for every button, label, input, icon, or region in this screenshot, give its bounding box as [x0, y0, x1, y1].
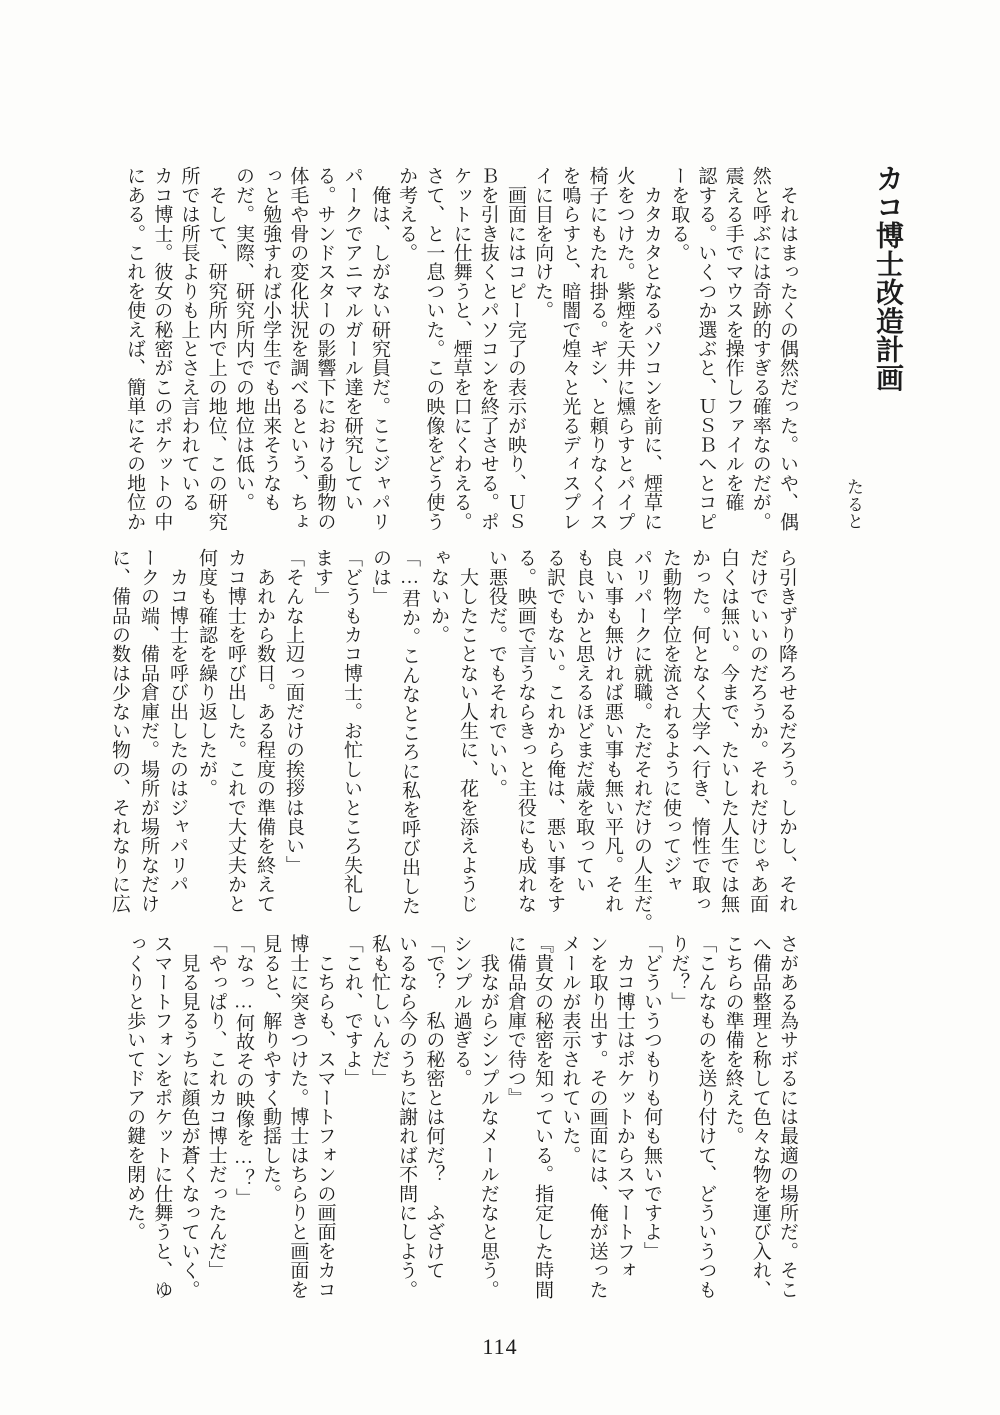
text-line: のだ。実際、研究所内での地位は低い。 [232, 166, 254, 512]
text-line: そして、研究所内で上の地位、この研究 [205, 166, 227, 531]
text-line: 震える手でマウスを操作しファイルを確 [722, 166, 744, 512]
text-band-1 [121, 166, 801, 534]
text-line: ら引きずり降ろせるだろう。しかし、それ [776, 548, 797, 913]
text-line: ケットに仕舞うと、煙草を口にくわえる。 [450, 166, 472, 531]
text-line: い悪役だ。でもそれでいい。 [486, 548, 507, 798]
text-line: かった。何となく大学へ行き、惰性で取っ [689, 548, 710, 913]
text-line: イに目を向けた。 [532, 166, 554, 320]
text-line: 「どういうつもりも何も無いですよ」 [640, 934, 662, 1261]
text-line: 「…君か。こんなところに私を呼び出した [399, 548, 420, 915]
text-line: カコ博士。彼女の秘密がこのポケットの中 [151, 166, 173, 531]
text-line: 所では所長よりも上とさえ言われている [178, 166, 200, 512]
text-line: ンを取り出す。その画面には、俺が送った [586, 934, 608, 1299]
text-line: 大したことない人生に、花を添えようじ [457, 548, 478, 913]
text-line: た動物学位を流されるように使ってジャ [660, 548, 681, 894]
text-line: 何度も確認を繰り返したが。 [196, 548, 217, 798]
text-line: ーを取る。 [668, 166, 690, 262]
text-line: っと勉強すれば小学生でも出来そうなも [260, 166, 282, 512]
text-line: 認する。いくつか選ぶと、ＵＳＢへとコピ [695, 166, 717, 531]
text-line: 白くは無い。今まで、たいした人生では無 [718, 548, 739, 913]
text-line: さて、と一息ついた。この映像をどう使う [423, 166, 445, 531]
text-line: に、備品の数は少ない物の、それなりに広 [109, 548, 130, 913]
text-line: 椅子にもたれ掛る。ギシ、と頼りなくイス [586, 166, 608, 531]
text-line: 「やっぱり、これカコ博士だったんだ」 [205, 934, 227, 1280]
text-line: 俺は、しがない研究員だ。ここジャパリ [368, 166, 390, 531]
text-line: 「こんなものを送り付けて、どういうつも [695, 934, 717, 1299]
text-line: スマートフォンをポケットに仕舞うと、ゆ [151, 934, 173, 1299]
text-line: る。映画で言うならきっと主役にも成れな [515, 548, 536, 913]
text-line: こちらも、スマートフォンの画面をカコ [314, 934, 336, 1299]
text-line: さがある為サボるには最適の場所だ。そこ [777, 934, 798, 1299]
text-line: にある。これを使えば、簡単にその地位か [124, 166, 146, 531]
text-line: 然と呼ぶには奇跡的すぎる確率なのだが。 [749, 166, 771, 531]
text-line: 「これ、ですよ」 [341, 934, 363, 1088]
text-line: 私も忙しいんだ」 [368, 934, 390, 1088]
text-line: か考える。 [396, 166, 418, 262]
text-band-3 [121, 934, 801, 1302]
text-line: カコ博士を呼び出したのはジャパリパ [167, 548, 188, 894]
text-line: カコ博士を呼び出した。これで大丈夫かと [225, 548, 246, 913]
text-line: っくりと歩いてドアの鍵を閉めた。 [124, 934, 146, 1242]
text-line: あれから数日。ある程度の準備を終えて [254, 548, 275, 913]
text-line: を鳴らすと、暗闇で煌々と光るディスプレ [559, 166, 581, 531]
text-line: 我ながらシンプルなメールだなと思う。 [477, 934, 499, 1299]
text-line: 火をつけた。紫煙を天井に燻らすとパイプ [613, 166, 635, 531]
author-name: たると [844, 478, 863, 530]
text-line: カタカタとなるパソコンを前に、煙草に [640, 166, 662, 531]
text-line: シンプル過ぎる。 [450, 934, 472, 1088]
page-number: 114 [482, 1334, 518, 1359]
text-line: 体毛や骨の変化状況を調べるという、ちょ [287, 166, 309, 531]
text-line: ークの端、備品倉庫だ。場所が場所なだけ [138, 548, 159, 913]
text-line: メールが表示されていた。 [559, 934, 581, 1165]
text-line: る訳でもない。これから俺は、悪い事をす [544, 548, 565, 913]
text-line: へ備品整理と称して色々な物を運び入れ、 [749, 934, 771, 1299]
text-line: 博士に突きつけた。博士はちらりと画面を [287, 934, 309, 1299]
text-line: いるなら今のうちに謝れば不問にしよう。 [396, 934, 418, 1299]
text-line: も良いかと思えるほどまだ歳を取ってい [573, 548, 594, 894]
text-line: 良い事も無ければ悪い事も無い平凡。それ [602, 548, 623, 913]
text-line: りだ？」 [668, 934, 690, 1011]
text-line: ゃないか。 [428, 548, 449, 644]
text-line: カコ博士はポケットからスマートフォ [613, 934, 635, 1280]
text-line: Ｂを引き抜くとパソコンを終了させる。ポ [477, 166, 499, 531]
text-line: それはまったくの偶然だった。いや、偶 [777, 166, 798, 531]
text-line: だけでいいのだろうか。それだけじゃあ面 [747, 548, 768, 913]
text-line: パークでアニマルガール達を研究してい [341, 166, 363, 512]
text-line: 「なっ…何故その映像を…？」 [232, 934, 254, 1207]
text-line: 見ると、解りやすく動揺した。 [260, 934, 282, 1203]
text-line: 見る見るうちに顔色が蒼くなっていく。 [178, 934, 200, 1299]
text-line: 画面にはコピー完了の表示が映り、ＵＳ [504, 166, 526, 531]
text-line: 「そんな上辺っ面だけの挨拶は良い」 [283, 548, 304, 875]
text-line: る。サンドスターの影響下における動物の [314, 166, 336, 531]
text-line: に備品倉庫で待つ』 [504, 934, 526, 1107]
page-title: カコ博士改造計画 [872, 164, 903, 392]
text-line: 「どうもカコ博士。お忙しいところ失礼し [341, 548, 362, 913]
text-line: パリパークに就職。ただそれだけの人生だ。 [631, 548, 652, 932]
text-line: 『貴女の秘密を知っている。指定した時間 [532, 934, 554, 1299]
text-band-2 [105, 548, 801, 932]
text-line: こちらの準備を終えた。 [722, 934, 744, 1146]
text-line: 「で？ 私の秘密とは何だ？ ふざけて [423, 934, 445, 1280]
text-line: のは」 [370, 548, 391, 606]
text-line: ます」 [312, 548, 333, 606]
